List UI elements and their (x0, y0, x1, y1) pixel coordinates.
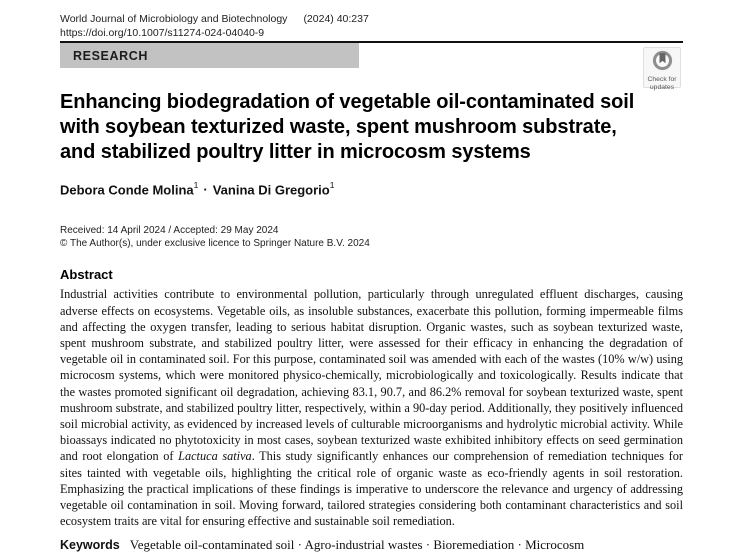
research-banner (60, 43, 359, 68)
abstract-heading: Abstract (60, 267, 113, 283)
article-title (60, 90, 683, 165)
abstract-text-part2: . This study significantly enhances our comprehension of remediation techniques for sites tainted with vegetable oils, highlighting the critical role of organic waste as eco-friendly agents in soil restoration. Emphasizing the practical implications of these findings is imperative to underscore the relevance and urgency of addressing vegetable oil contamination in soil. Moving forward, tailored strategies considering both contaminant characteristics and soil ecosystem traits are vital for ensuring effective and sustainable soil remediation. (60, 449, 683, 529)
journal-name: World Journal of Microbiology and Biotechnology (60, 13, 288, 25)
author-name-1: Debora Conde Molina (60, 182, 194, 198)
keywords-text: Vegetable oil-contaminated soil · Agro-industrial wastes · Bioremediation · Microcosm (129, 537, 585, 553)
author-name-2: Vanina Di Gregorio (212, 182, 330, 198)
abstract-text-part1: Industrial activities contribute to environmental pollution, particularly through unregulated effluent discharges, causing adverse effects on ecosystems. Vegetable oils, as insoluble substances, exacerbate this pollution, forming impermeable films and affecting the oxygen transfer, leading to serious habitat disruption. Organic wastes, such as soybean texturized waste, spent mushroom substrate, and stabilized poultry litter, were assessed for their efficacy in enhancing the degradation of vegetable oil in contaminated soil. For this purpose, contaminated soil was amended with each of the wastes (10% w/w) using microcosm systems, which were monitored physico-chemically, microbiologically and toxicologically. Results indicate that the wastes promoted significant oil degradation, achieving 83.1, 90.7, and 86.2% removal for soybean texturized waste, spent mushroom substrate, and stabilized poultry litter, respectively, within a 90-day period. Additionally, they positively influenced soil microbial activity, as evidenced by increased levels of culturable microorganisms and hydrolytic microbial activity. While bioassays indicated no phytotoxicity in most cases, soybean texturized waste exhibited inhibitory effects on seed germination and root elongation of (60, 287, 683, 464)
authors-line (60, 181, 683, 197)
affiliation-superscript-2: 1 (329, 180, 335, 190)
keywords-line (60, 537, 683, 553)
journal-header (60, 12, 683, 40)
keywords-label: Keywords (60, 538, 120, 553)
crossmark-icon (652, 50, 673, 76)
check-updates-label-line2: updates (649, 83, 675, 91)
abstract-text (60, 286, 683, 529)
title-line-1: Enhancing biodegradation of vegetable oil-contaminated soil (60, 91, 635, 113)
check-updates-label-line1: Check for (647, 76, 677, 83)
received-accepted-line: Received: 14 April 2024 / Accepted: 29 May 2024 (60, 225, 279, 237)
article-meta (60, 224, 683, 250)
doi-link[interactable]: https://doi.org/10.1007/s11274-024-04040-9 (60, 27, 265, 39)
article-type-label: RESEARCH (73, 48, 148, 63)
title-line-3: and stabilized poultry litter in microcosm systems (60, 141, 531, 163)
check-updates-badge[interactable] (643, 47, 681, 91)
copyright-line: © The Author(s), under exclusive licence to Springer Nature B.V. 2024 (60, 238, 370, 250)
affiliation-superscript-1: 1 (193, 180, 199, 190)
author-separator: · (203, 182, 208, 198)
species-name-italic: Lactuca sativa (178, 449, 252, 464)
journal-citation: (2024) 40:237 (303, 13, 369, 25)
title-line-2: with soybean texturized waste, spent mushroom substrate, (60, 116, 617, 138)
